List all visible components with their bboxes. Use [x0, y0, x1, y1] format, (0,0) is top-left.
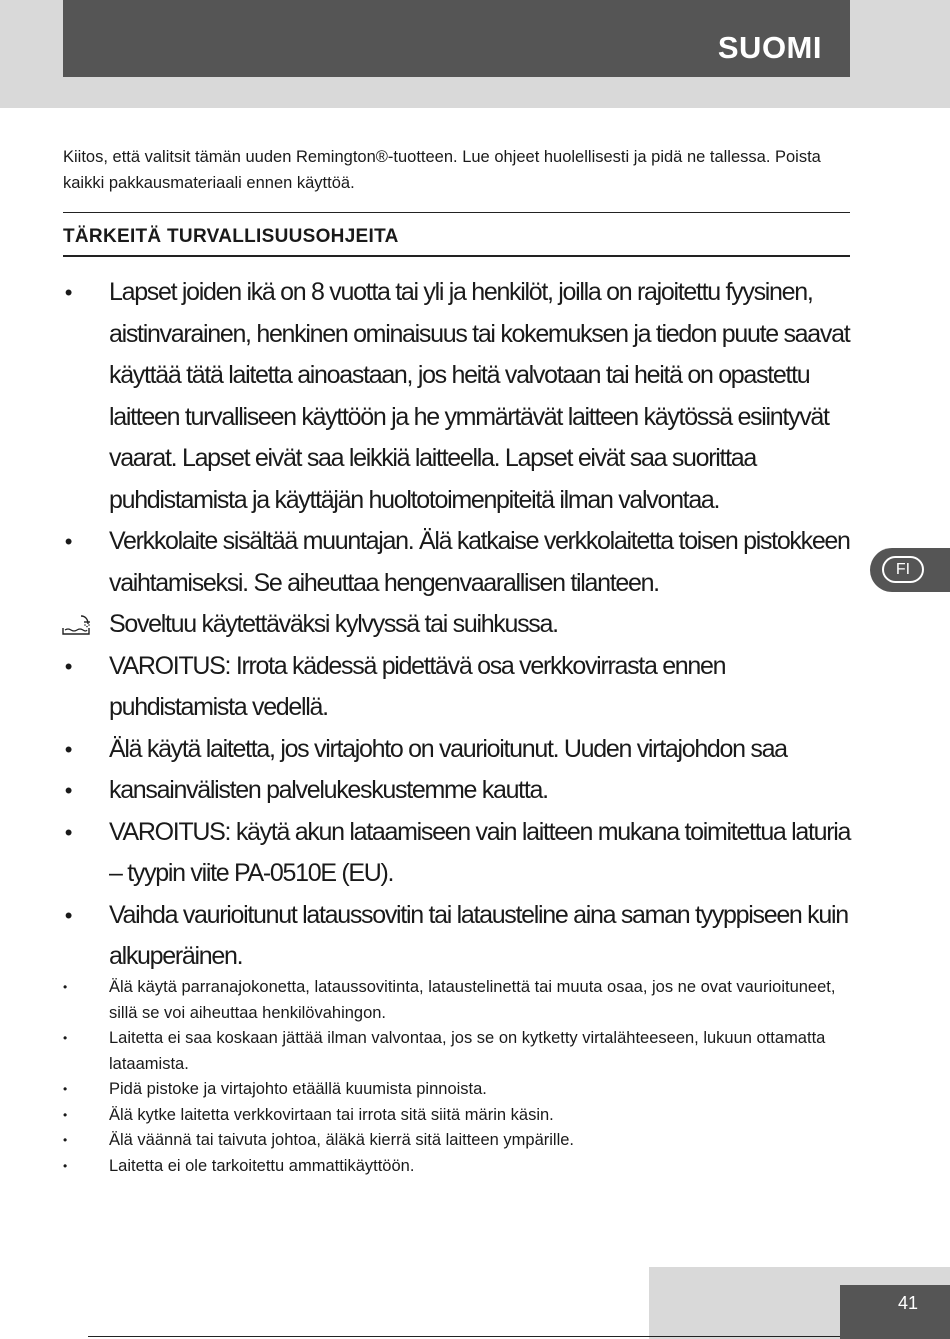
bath-shower-icon	[61, 614, 91, 636]
bullet-glyph: •	[63, 1133, 68, 1147]
list-item	[63, 770, 863, 812]
list-item	[63, 604, 863, 646]
list-item-text: VAROITUS: käytä akun lataamiseen vain laitteen mukana toimitettua laturia – tyypin viite PA-0510E (EU).	[109, 817, 851, 887]
section-title: TÄRKEITÄ TURVALLISUUSOHJEITA	[63, 226, 399, 247]
list-item	[63, 729, 863, 771]
list-item-text: kansainvälisten palvelukeskustemme kautta.	[109, 776, 548, 804]
list-item	[63, 1077, 850, 1103]
safety-list-small	[63, 975, 850, 1179]
list-item	[63, 1026, 850, 1077]
footer-rule	[88, 1336, 840, 1337]
list-item	[63, 975, 850, 1026]
bullet-glyph: •	[63, 1082, 68, 1096]
list-item-text: Älä kytke laitetta verkkovirtaan tai irrota sitä siitä märin käsin.	[109, 1105, 554, 1124]
list-item-text: Verkkolaite sisältää muuntajan. Älä katkaise verkkolaitetta toisen pistokkeen vaihtamiseksi. Se aiheuttaa hengenvaarallisen tilanteen.	[109, 527, 850, 597]
bullet-glyph: •	[63, 1031, 68, 1045]
page-number-box	[840, 1285, 950, 1339]
list-item-text: Laitetta ei ole tarkoitettu ammattikäyttöön.	[109, 1156, 415, 1175]
list-item	[63, 895, 863, 978]
list-item-text: Älä käytä laitetta, jos virtajohto on vaurioitunut. Uuden virtajohdon saa	[109, 734, 787, 763]
list-item-text: Soveltuu käytettäväksi kylvyssä tai suihkussa.	[109, 610, 558, 638]
safety-list-large	[63, 272, 863, 978]
bullet-glyph: •	[64, 280, 72, 305]
bullet-glyph: •	[64, 736, 72, 762]
language-heading: SUOMI	[717, 30, 822, 65]
bullet-glyph: •	[64, 902, 72, 928]
bullet-glyph: •	[63, 980, 68, 994]
section-rule-bottom	[63, 255, 850, 257]
language-tab	[870, 548, 950, 592]
list-item	[63, 1128, 850, 1154]
language-code: FI	[882, 556, 924, 583]
list-item-text: Älä väännä tai taivuta johtoa, äläkä kierrä sitä laitteen ympärille.	[109, 1131, 575, 1149]
bullet-glyph: •	[63, 1107, 68, 1122]
bullet-glyph: •	[64, 529, 72, 554]
list-item-text: Vaihda vaurioitunut lataussovitin tai latausteline aina saman tyyppiseen kuin alkuperäinen.	[109, 900, 848, 970]
bullet-glyph: •	[64, 778, 72, 803]
header-bar	[63, 0, 850, 77]
list-item-text: Pidä pistoke ja virtajohto etäällä kuumista pinnoista.	[109, 1080, 487, 1098]
bullet-glyph: •	[64, 819, 72, 845]
list-item	[63, 272, 863, 521]
list-item-text: Lapset joiden ikä on 8 vuotta tai yli ja henkilöt, joilla on rajoitettu fyysinen, aistinvarainen, henkinen ominaisuus tai kokemuksen ja tiedon puute saavat käyttää tätä laitetta ainoastaan, jos heitä valvotaan tai heitä on opastettu laitteen turvalliseen käyttöön ja he ymmärtävät laitteen käytössä esiintyvät vaarat. Lapset eivät saa leikkiä laitteella. Lapset eivät saa suorittaa puhdistamista ja käyttäjän huoltotoimenpiteitä ilman valvontaa.	[109, 278, 850, 514]
list-item-text: Laitetta ei saa koskaan jättää ilman valvontaa, jos se on kytketty virtalähteeseen, lukuun ottamatta lataamista.	[109, 1029, 826, 1073]
list-item	[63, 1154, 850, 1180]
list-item	[63, 812, 863, 895]
bullet-glyph: •	[64, 653, 72, 679]
page-number: 41	[897, 1293, 919, 1313]
list-item	[63, 1103, 850, 1129]
list-item-text: VAROITUS: Irrota kädessä pidettävä osa verkkovirrasta ennen puhdistamista vedellä.	[109, 651, 726, 721]
list-item	[63, 521, 863, 604]
list-item	[63, 646, 863, 729]
intro-paragraph: Kiitos, että valitsit tämän uuden Remington®-tuotteen. Lue ohjeet huolellisesti ja pidä ne tallessa. Poista kaikki pakkausmateriaali ennen käyttöä.	[63, 148, 821, 192]
bullet-glyph: •	[63, 1158, 68, 1173]
list-item-text: Älä käytä parranajokonetta, lataussovitinta, lataustelinettä tai muuta osaa, jos ne ovat vaurioituneet, sillä se voi aiheuttaa henkilövahingon.	[109, 978, 836, 1022]
section-rule-top	[63, 212, 850, 213]
